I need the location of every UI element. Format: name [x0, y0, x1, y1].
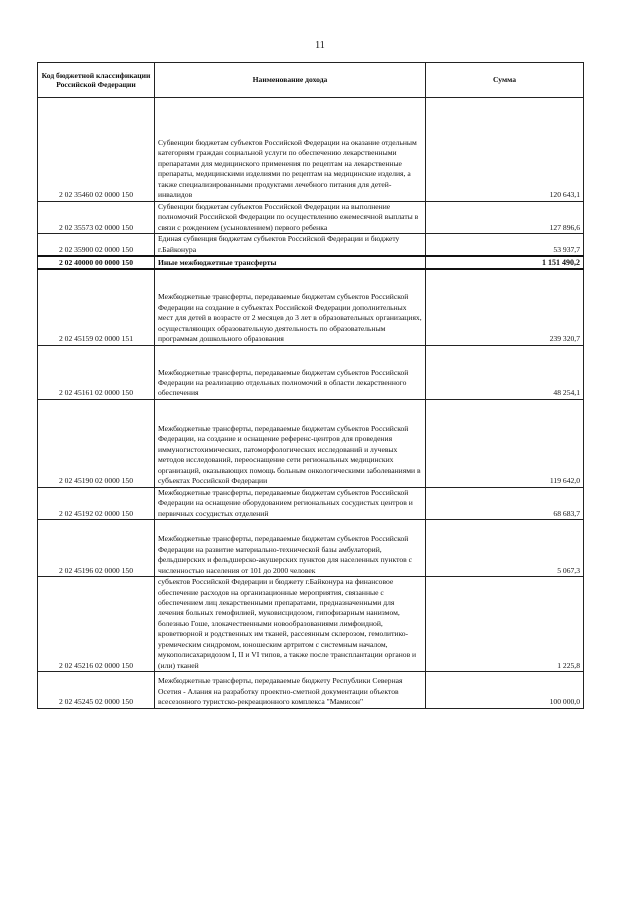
header-name: Наименование дохода [155, 63, 426, 98]
row-code: 2 02 45245 02 0000 150 [38, 672, 155, 708]
row-name: Субвенции бюджетам субъектов Российской Федерации на выполнение полномочий Российской Федерации по осуществлению ежемесячной выплаты в связи с рождением (усыновлением) первого ребенка [155, 201, 426, 233]
row-sum: 48 254,1 [426, 345, 584, 399]
row-sum: 1 225,8 [426, 577, 584, 672]
row-code: 2 02 45216 02 0000 150 [38, 577, 155, 672]
row-sum: 100 000,0 [426, 672, 584, 708]
row-code: 2 02 35573 02 0000 150 [38, 201, 155, 233]
budget-table [37, 62, 584, 709]
row-name: Межбюджетные трансферты, передаваемые бюджетам субъектов Российской Федерации на реализацию отдельных полномочий в области лекарственного обеспечения [155, 345, 426, 399]
table-row [38, 520, 584, 577]
row-name: Единая субвенция бюджетам субъектов Российской Федерации и бюджету г.Байконура [155, 234, 426, 256]
header-code: Код бюджетной классификации Российской Федерации [38, 63, 155, 98]
table-row [38, 269, 584, 345]
table-row [38, 672, 584, 708]
row-name: Межбюджетные трансферты, передаваемые бюджетам субъектов Российской Федерации, на создание и оснащение референс-центров для проведения иммуногистохимических, патоморфологических исследований и лучевых методов исследований, переоснащение сети региональных медицинских организаций, оказывающих помощь больным онкологическими заболеваниями в субъектах Российской Федерации [155, 399, 426, 487]
row-name: Межбюджетные трансферты, передаваемые бюджетам субъектов Российской Федерации на развитие материально-технической базы амбулаторий, фельдшерских и фельдшерско-акушерских пунктов для населенных пунктов с численностью населения от 101 до 2000 человек [155, 520, 426, 577]
row-sum: 68 683,7 [426, 487, 584, 519]
table-row [38, 234, 584, 256]
header-sum: Сумма [426, 63, 584, 98]
table-row [38, 201, 584, 233]
row-sum: 5 067,3 [426, 520, 584, 577]
row-name: Межбюджетные трансферты, передаваемые бюджету Республики Северная Осетия - Алания на разработку проектно-сметной документации объектов всесезонного туристско-рекреационного комплекса "Мамисон" [155, 672, 426, 708]
row-name: Иные межбюджетные трансферты [155, 256, 426, 269]
row-name: Субвенции бюджетам субъектов Российской Федерации на оказание отдельным категориям граждан социальной услуги по обеспечению лекарственными препаратами для медицинского применения по рецептам на лекарственные препараты, медицинскими изделиями по рецептам на медицинские изделия, а также специализированными продуктами лечебного питания для детей-инвалидов [155, 98, 426, 202]
row-code: 2 02 45159 02 0000 151 [38, 269, 155, 345]
table-row [38, 577, 584, 672]
row-sum: 119 642,0 [426, 399, 584, 487]
row-code: 2 02 45192 02 0000 150 [38, 487, 155, 519]
table-row [38, 345, 584, 399]
row-name: субъектов Российской Федерации и бюджету г.Байконура на финансовое обеспечение расходов на организационные мероприятия, связанные с обеспечением лиц лекарственными препаратами, предназначенными для лечения больных гемофилией, муковисцидозом, гипофизарным нанизмом, болезнью Гоше, злокачественными новообразованиями лимфоидной, кроветворной и родственных им тканей, рассеянным склерозом, гемолитико-уремическим синдромом, юношеским артритом с системным началом, мукополисахаридозом I, II и VI типов, а также после трансплантации органов и (или) тканей [155, 577, 426, 672]
table-row [38, 98, 584, 202]
row-code: 2 02 45190 02 0000 150 [38, 399, 155, 487]
row-sum: 127 896,6 [426, 201, 584, 233]
row-code: 2 02 45196 02 0000 150 [38, 520, 155, 577]
row-name: Межбюджетные трансферты, передаваемые бюджетам субъектов Российской Федерации на оснащение оборудованием региональных сосудистых центров и первичных сосудистых отделений [155, 487, 426, 519]
table-header-row [38, 63, 584, 98]
row-code: 2 02 45161 02 0000 150 [38, 345, 155, 399]
table-row-total [38, 256, 584, 269]
row-sum: 239 320,7 [426, 269, 584, 345]
row-code: 2 02 40000 00 0000 150 [38, 256, 155, 269]
row-code: 2 02 35900 02 0000 150 [38, 234, 155, 256]
page-number: 11 [315, 40, 325, 51]
table-row [38, 487, 584, 519]
row-name: Межбюджетные трансферты, передаваемые бюджетам субъектов Российской Федерации на создание в субъектах Российской Федерации дополнительных мест для детей в возрасте от 2 месяцев до 3 лет в образовательных организациях, осуществляющих образовательную деятельность по образовательным программам дошкольного образования [155, 269, 426, 345]
table-row [38, 399, 584, 487]
row-sum: 120 643,1 [426, 98, 584, 202]
row-sum: 1 151 490,2 [426, 256, 584, 269]
row-code: 2 02 35460 02 0000 150 [38, 98, 155, 202]
row-sum: 53 937,7 [426, 234, 584, 256]
